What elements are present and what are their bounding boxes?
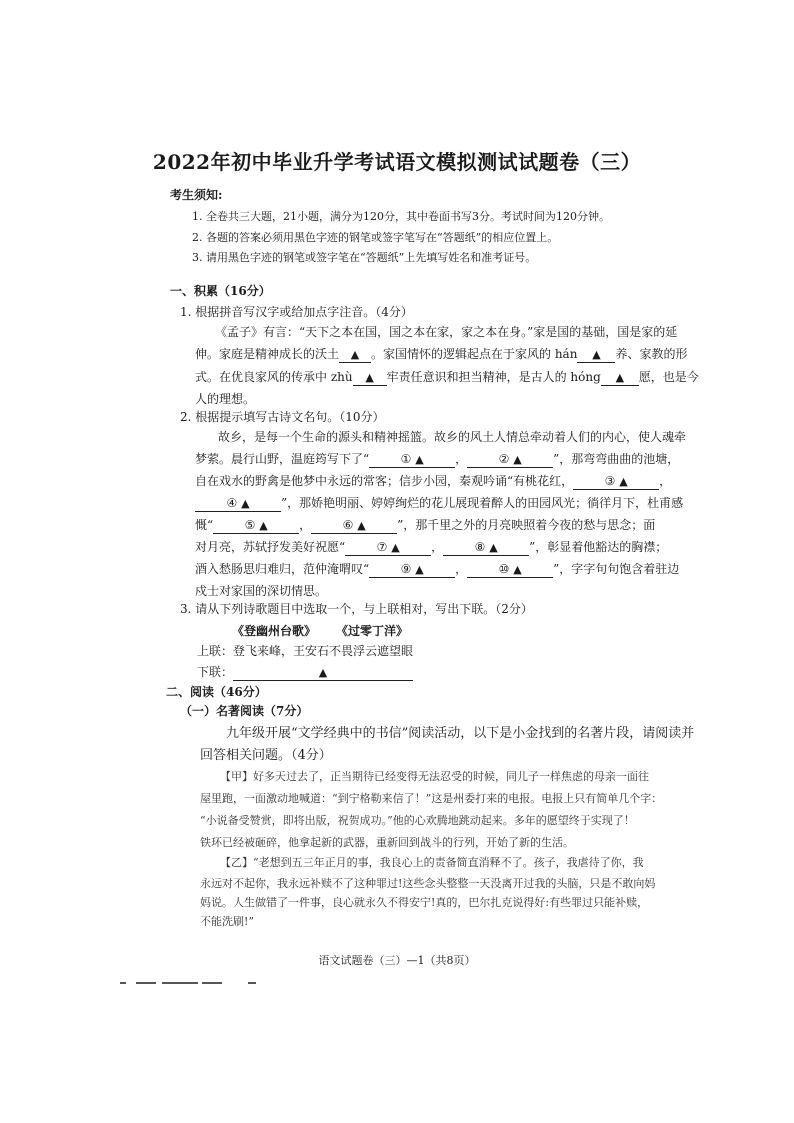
q2-line-6: 对月亮，苏轼抒发美好祝愿“ ⑦ ▲ ， ⑧ ▲ ”，彰显着他豁达的胸襟； [195, 540, 668, 554]
answer-blank[interactable]: ▲ [577, 347, 615, 363]
answer-blank-7[interactable]: ⑦ ▲ [345, 540, 431, 556]
q1-line-2: 伸。家庭是精神成长的沃土 ▲ 。家国情怀的逻辑起点在于家风的 hán ▲ 养、家教的形 [195, 347, 688, 361]
section1-heading: 一、积累（16分） [170, 284, 271, 298]
notice-item-3: 3. 请用黑色字迹的钢笔或签字笔在“答题纸”上先填写姓名和准考证号。 [192, 251, 537, 264]
q4-intro-1: 九年级开展“文学经典中的书信”阅读活动，以下是小金找到的名著片段，请阅读并 [226, 726, 695, 741]
q1-line-1: 《孟子》有言：“天下之本在国，国之本在家，家之本在身。”家是国的基础，国是家的延 [215, 325, 678, 339]
q2-prompt: 2. 根据提示填写古诗文名句。（10分） [180, 410, 385, 424]
q2-line-4: ④ ▲ ”，那娇艳明丽、婷婷绚烂的花儿展现着醉人的田园风光；徜徉月下，杜甫感 [195, 494, 683, 512]
answer-blank[interactable]: ▲ [233, 665, 413, 681]
excerpt-jia-1: 【甲】好多天过去了，正当期待已经变得无法忍受的时候，同儿子一样焦虑的母亲一面往 [220, 770, 649, 783]
scan-mark [248, 982, 256, 984]
answer-blank-5[interactable]: ⑤ ▲ [213, 518, 299, 534]
answer-blank[interactable]: ▲ [339, 347, 371, 363]
answer-blank[interactable]: ▲ [601, 370, 639, 386]
excerpt-jia-3: “小说备受赞赏，即将出版，祝贺成功。”他的心欢腾地跳动起来。多年的愿望终于实现了！ [200, 814, 635, 827]
q3-upper-couplet: 上联：登飞来峰，王安石不畏浮云遮望眼 [197, 644, 414, 658]
q3-prompt: 3. 请从下列诗歌题目中选取一个，与上联相对，写出下联。（2分） [180, 602, 533, 616]
q2-line-8: 戍士对家国的深切情思。 [195, 584, 328, 598]
notice-item-2: 2. 各题的答案必须用黑色字迹的钢笔或签字笔写在“答题纸”的相应位置上。 [192, 231, 559, 244]
notice-heading: 考生须知: [170, 188, 223, 202]
section2-sub1: （一）名著阅读（7分） [180, 704, 309, 718]
q2-line-3: 自在戏水的野禽是他梦中永远的常客；信步小园，秦观吟诵“有桃花红， ③ ▲ ， [195, 474, 672, 488]
scan-mark [162, 982, 198, 984]
q2-line-5: 慨“ ⑤ ▲ ， ⑥ ▲ ”，那千里之外的月亮映照着今夜的愁与思念；面 [195, 518, 656, 532]
scan-mark [202, 982, 222, 984]
page-footer: 语文试题卷（三）—1（共8页） [318, 954, 476, 967]
q1-line-4: 人的理想。 [195, 392, 256, 406]
answer-blank-3[interactable]: ③ ▲ [573, 474, 659, 490]
answer-blank-2[interactable]: ② ▲ [467, 452, 553, 468]
answer-blank-1[interactable]: ① ▲ [369, 452, 455, 468]
excerpt-yi-1: 【乙】“老想到五三年正月的事，我良心上的责备简直消释不了。孩子，我虐待了你，我 [220, 856, 644, 869]
excerpt-yi-2: 永远对不起你，我永远补赎不了这种罪过!这些念头整整一天没离开过我的头脑，只是不敢向妈 [200, 877, 656, 890]
section2-heading: 二、阅读（46分） [166, 685, 267, 699]
q2-line-1: 故乡，是每一个生命的源头和精神摇篮。故乡的风土人情总牵动着人们的内心，使人魂牵 [218, 430, 687, 444]
q1-prompt: 1. 根据拼音写汉字或给加点字注音。（4分） [180, 305, 413, 319]
q3-lower-couplet: 下联： ▲ [197, 663, 413, 681]
excerpt-jia-2: 屋里跑，一面激动地喊道：“到宁格勒来信了！”这是州委打来的电报。电报上只有简单几个字： [200, 792, 663, 805]
answer-blank-9[interactable]: ⑨ ▲ [369, 562, 455, 578]
excerpt-yi-3: 妈说。人生做错了一件事，良心就永久不得安宁!真的，巴尔扎克说得好:有些罪过只能补赎， [200, 896, 649, 909]
poem-title-1: 《登幽州台歌》 [232, 624, 317, 638]
q1-line-3: 式。在优良家风的传承中 zhù ▲ 牢责任意识和担当精神，是古人的 hóng ▲ 愿，也是今 [195, 370, 699, 384]
excerpt-yi-4: 不能洗刷!” [200, 915, 255, 928]
answer-blank-6[interactable]: ⑥ ▲ [311, 518, 397, 534]
answer-blank[interactable]: ▲ [353, 370, 387, 386]
exam-title: 2022年初中毕业升学考试语文模拟测试试题卷（三） [152, 150, 642, 174]
excerpt-jia-4: 铁环已经被砸碎，他拿起新的武器，重新回到战斗的行列，开始了新的生活。 [200, 836, 574, 849]
scan-mark [120, 982, 126, 984]
poem-title-2: 《过零丁洋》 [336, 624, 409, 638]
answer-blank-8[interactable]: ⑧ ▲ [443, 540, 529, 556]
q4-intro-2: 回答相关问题。（4分） [200, 748, 332, 763]
answer-blank-10[interactable]: ⑩ ▲ [467, 562, 553, 578]
answer-blank-4[interactable]: ④ ▲ [195, 496, 281, 512]
scan-mark [136, 982, 156, 984]
q2-line-7: 酒入愁肠思归难归，范仲淹喟叹“ ⑨ ▲ ， ⑩ ▲ ”，字字句句饱含着驻边 [195, 562, 680, 576]
notice-item-1: 1. 全卷共三大题，21小题，满分为120分，其中卷面书写3分。考试时间为120分钟。 [192, 210, 610, 223]
q2-line-2: 梦萦。晨行山野，温庭筠写下了“ ① ▲ ， ② ▲ ”，那弯弯曲曲的池塘， [195, 452, 680, 466]
